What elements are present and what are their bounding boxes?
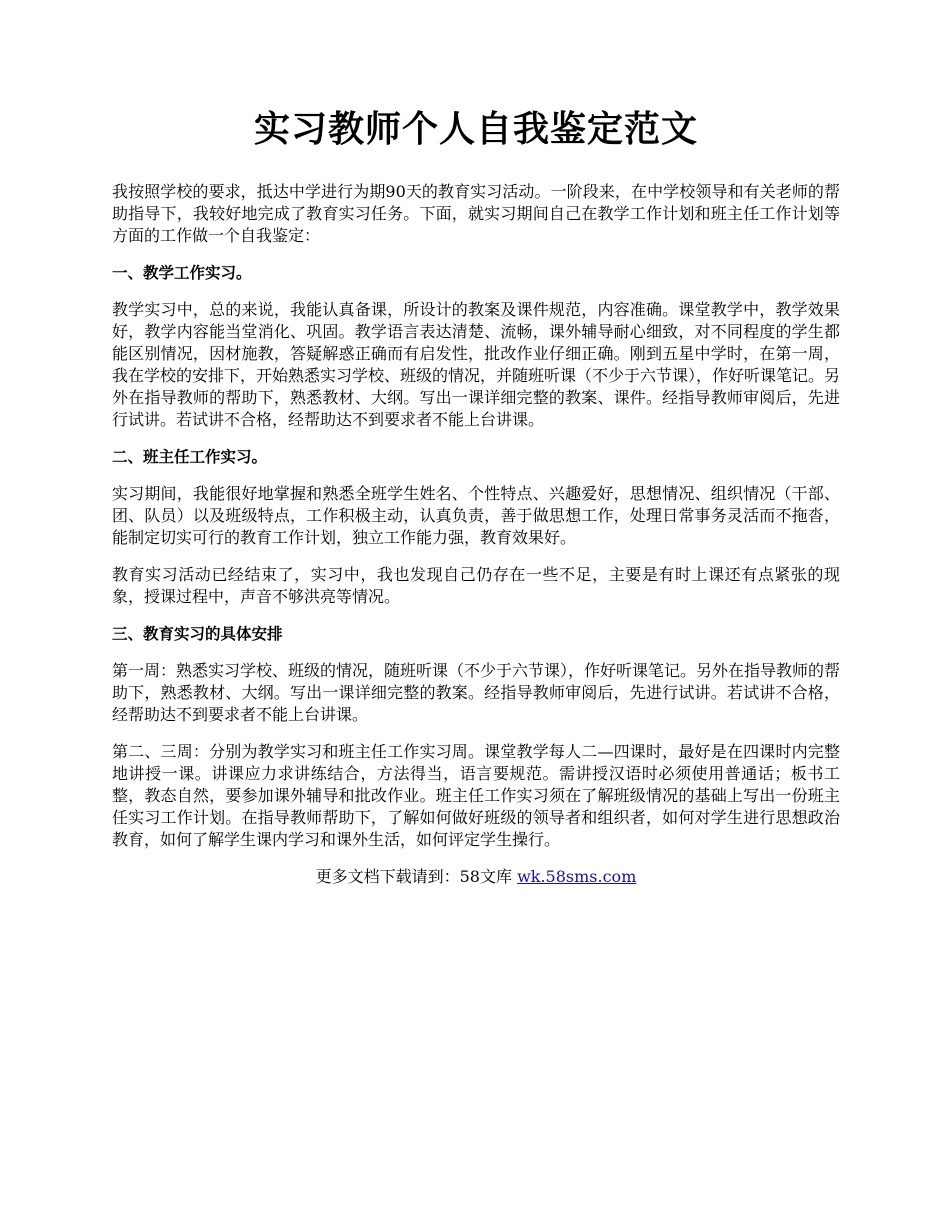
page-title: 实习教师个人自我鉴定范文 xyxy=(253,108,698,150)
section-schedule xyxy=(112,623,840,851)
document-page xyxy=(112,108,840,888)
section-class-teacher xyxy=(112,446,840,608)
section-teaching xyxy=(112,262,840,431)
section-paragraph: 教学实习中，总的来说，我能认真备课，所设计的教案及课件规范，内容准确。课堂教学中，教学效果好，教学内容能当堂消化、巩固。教学语言表达清楚、流畅，课外辅导耐心细致，对不同程度的学生都能区别情况，因材施教，答疑解惑正确而有启发性，批改作业仔细正确。刚到五星中学时，在第一周，我在学校的安排下，开始熟悉实习学校、班级的情况，并随班听课（不少于六节课），作好听课笔记。另外在指导教师的帮助下，熟悉教材、大纲。写出一课详细完整的教案、课件。经指导教师审阅后，先进行试讲。若试讲不合格，经帮助达不到要求者不能上台讲课。 xyxy=(112,300,841,430)
section-heading: 一、教学工作实习。 xyxy=(112,264,252,283)
section-paragraph: 教育实习活动已经结束了，实习中，我也发现自己仍存在一些不足，主要是有时上课还有点紧张的现象，授课过程中，声音不够洪亮等情况。 xyxy=(112,565,840,607)
section-paragraph: 第一周：熟悉实习学校、班级的情况，随班听课（不少于六节课），作好听课笔记。另外在指导教师的帮助下，熟悉教材、大纲。写出一课详细完整的教案。经指导教师审阅后，先进行试讲。若试讲不合格，经帮助达不到要求者不能上台讲课。 xyxy=(112,661,841,725)
section-heading: 三、教育实习的具体安排 xyxy=(112,625,283,644)
section-heading: 二、班主任工作实习。 xyxy=(112,448,268,467)
intro-paragraph: 我按照学校的要求，抵达中学进行为期90天的教育实习活动。一阶段来，在中学校领导和有关老师的帮助指导下，我较好地完成了教育实习任务。下面，就实习期间自己在教学工作计划和班主任工作计划等方面的工作做一个自我鉴定： xyxy=(112,182,840,246)
footer xyxy=(112,866,840,888)
footer-text: 更多文档下载请到：58文库 xyxy=(315,867,518,887)
section-paragraph: 实习期间，我能很好地掌握和熟悉全班学生姓名、个性特点、兴趣爱好，思想情况、组织情况（干部、团、队员）以及班级特点，工作积极主动，认真负责，善于做思想工作，处理日常事务灵活而不拖沓，能制定切实可行的教育工作计划，独立工作能力强，教育效果好。 xyxy=(112,484,840,548)
section-paragraph: 第二、三周：分别为教学实习和班主任工作实习周。课堂教学每人二—四课时，最好是在四课时内完整地讲授一课。讲课应力求讲练结合，方法得当，语言要规范。需讲授汉语时必须使用普通话；板书工整，教态自然，要参加课外辅导和批改作业。班主任工作实习须在了解班级情况的基础上写出一份班主任实习工作计划。在指导教师帮助下，了解如何做好班级的领导者和组织者，如何对学生进行思想政治教育，如何了解学生课内学习和课外生活，如何评定学生操行。 xyxy=(112,742,840,850)
footer-link[interactable]: wk.58sms.com xyxy=(517,867,637,887)
